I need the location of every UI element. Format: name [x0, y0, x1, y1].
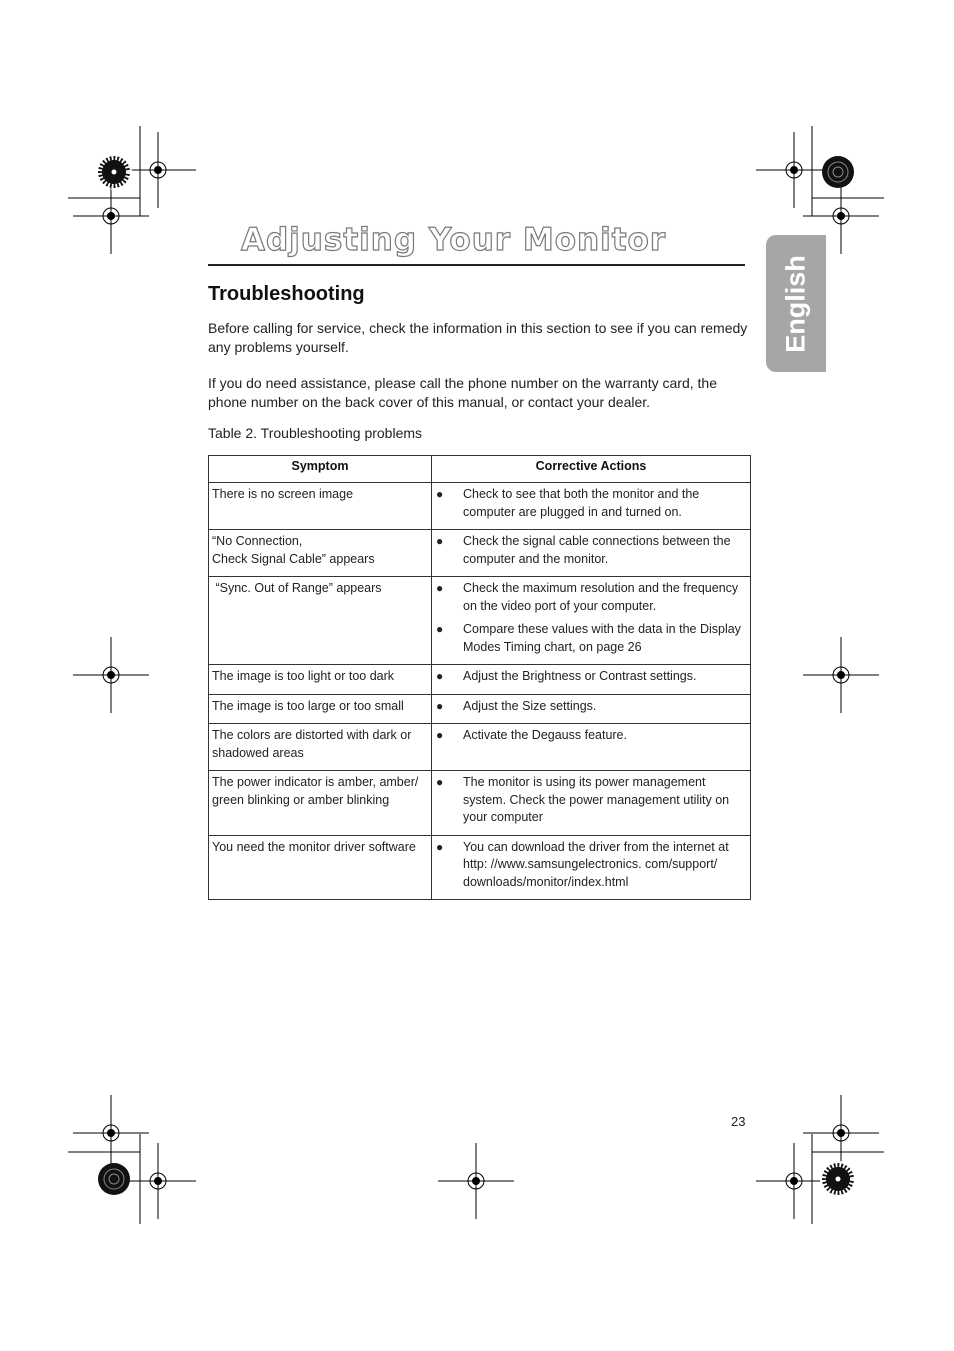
title-rule: [208, 264, 745, 266]
bullet-icon: ●: [436, 534, 444, 548]
action-text: You can download the driver from the internet at http: //www.samsungelectronics. com/support/ downloads/monitor/index.html: [463, 839, 729, 889]
symptom-cell: The colors are distorted with dark or shadowed areas: [209, 724, 432, 771]
action-text: Check the signal cable connections between the computer and the monitor.: [463, 534, 731, 566]
actions-cell: [432, 724, 751, 771]
action-text: The monitor is using its power management system. Check the power management utility on your computer: [463, 775, 730, 824]
bullet-icon: ●: [436, 698, 444, 713]
chapter-title: Adjusting Your Monitor: [241, 222, 667, 258]
table-row: [209, 530, 751, 577]
bullet-icon: ●: [436, 669, 444, 683]
action-item: [436, 727, 744, 745]
page-number: 23: [731, 1114, 746, 1129]
table-row: [209, 835, 751, 900]
bullet-icon: ●: [436, 487, 444, 501]
actions-cell: [432, 665, 751, 695]
assistance-paragraph: If you do need assistance, please call the phone number on the warranty card, the phone number on the back cover of this manual, or contact your dealer.: [208, 375, 717, 410]
actions-cell: [432, 694, 751, 724]
actions-cell: [432, 771, 751, 836]
symptom-cell: “Sync. Out of Range” appears: [209, 577, 432, 665]
bullet-icon: ●: [436, 622, 444, 636]
intro-paragraph: Before calling for service, check the information in this section to see if you can remedy any problems yourself.: [208, 320, 748, 355]
table-row: [209, 771, 751, 836]
section-heading: Troubleshooting: [208, 283, 365, 305]
symptom-line: “No Connection,: [212, 534, 303, 548]
actions-cell: [432, 530, 751, 577]
action-item: [436, 486, 744, 521]
table-row: [209, 483, 751, 530]
symptom-cell: You need the monitor driver software: [209, 835, 432, 900]
action-text: Adjust the Brightness or Contrast settings.: [463, 669, 697, 683]
bullet-icon: ●: [436, 728, 444, 742]
language-tab: [766, 235, 826, 372]
bullet-icon: ●: [436, 839, 444, 854]
table-header-row: [209, 456, 751, 483]
action-text: Adjust the Size settings.: [463, 698, 597, 713]
symptom-cell: There is no screen image: [209, 483, 432, 530]
table-row: [209, 724, 751, 771]
header-symptom: Symptom: [209, 456, 432, 483]
action-text: Compare these values with the data in the Display Modes Timing chart, on page 26: [463, 622, 741, 654]
action-item: [436, 621, 744, 656]
table-row: [209, 665, 751, 695]
action-item: [436, 668, 744, 686]
table-row: [209, 694, 751, 724]
action-item: [436, 533, 744, 568]
table-row: [209, 577, 751, 665]
actions-cell: [432, 577, 751, 665]
action-item: [436, 580, 744, 615]
symptom-cell: [209, 530, 432, 577]
action-item: [436, 774, 744, 827]
action-text: Check to see that both the monitor and the computer are plugged in and turned on.: [463, 487, 700, 519]
action-text: Activate the Degauss feature.: [463, 728, 627, 742]
symptom-cell: The image is too light or too dark: [209, 665, 432, 695]
bullet-icon: ●: [436, 581, 444, 595]
troubleshooting-table: [208, 455, 751, 900]
actions-cell: [432, 835, 751, 900]
symptom-line: Check Signal Cable” appears: [212, 551, 375, 566]
symptom-cell: The power indicator is amber, amber/ green blinking or amber blinking: [209, 771, 432, 836]
table-caption: Table 2. Troubleshooting problems: [208, 425, 423, 441]
action-text: Check the maximum resolution and the frequency on the video port of your computer.: [463, 581, 739, 613]
action-item: [436, 698, 744, 716]
symptom-cell: The image is too large or too small: [209, 694, 432, 724]
bullet-icon: ●: [436, 775, 444, 789]
action-item: [436, 839, 744, 892]
actions-cell: [432, 483, 751, 530]
language-tab-label: English: [780, 254, 811, 353]
header-corrective-actions: Corrective Actions: [432, 456, 751, 483]
